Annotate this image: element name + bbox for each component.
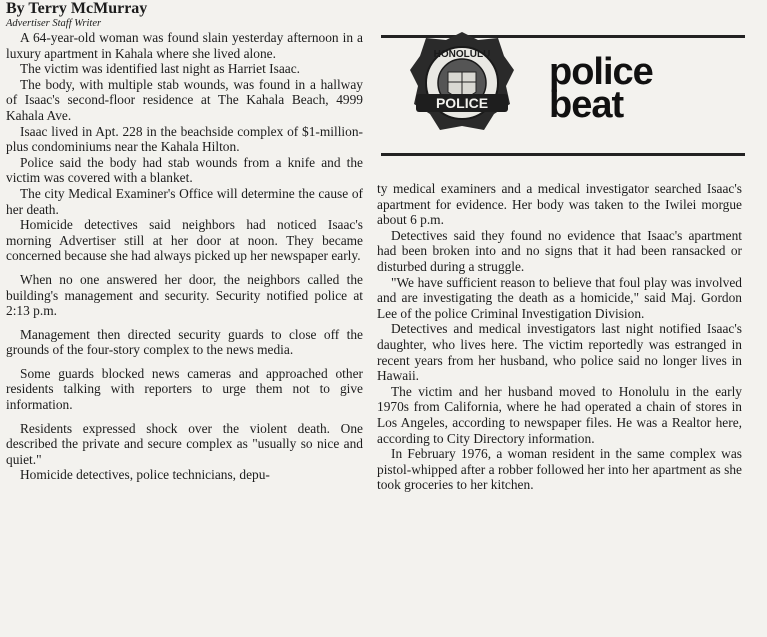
column-title (549, 51, 653, 126)
article-paragraph: Homicide detectives said neighbors had noticed Isaac's morning Advertiser still at her door at noon. They became concerned because she had always picked up her newspaper early. (6, 217, 363, 264)
article-paragraph: The body, with multiple stab wounds, was found in a hallway of Isaac's second-floor residence at The Kahala Beach, 4999 Kahala Ave. (6, 76, 363, 123)
article-paragraph: Police said the body had stab wounds from a knife and the victim was covered with a blanket. (6, 154, 363, 186)
article-paragraph: Residents expressed shock over the violent death. One described the private and secure complex as "usually so nice and quiet." (6, 420, 363, 467)
article-right-column (377, 181, 742, 493)
badge-top-text: HONOLULU (433, 49, 491, 60)
badge-bottom-text: POLICE (435, 95, 489, 111)
article-paragraph: Isaac lived in Apt. 228 in the beachside complex of $1-million-plus condominiums near the Kahala Hilton. (6, 123, 363, 155)
honolulu-police-badge-icon (406, 28, 518, 138)
article-paragraph: When no one answered her door, the neighbors called the building's management and security. Security notified police at 2:13 p.m. (6, 271, 363, 319)
article-paragraph: Detectives and medical investigators last night notified Isaac's daughter, who lives here. The victim reportedly was estranged in recent years from her husband, who police said no longer lives in Hawaii. (377, 321, 742, 384)
article-paragraph: The victim was identified last night as Harriet Isaac. (20, 61, 300, 77)
article-left-column (6, 0, 363, 483)
byline-title: Advertiser Staff Writer (6, 18, 102, 29)
byline-author: By Terry McMurray (6, 0, 148, 17)
article-paragraph: In February 1976, a woman resident in the same complex was pistol-whipped after a robber followed her into her apartment as she took groceries to her kitchen. (377, 446, 742, 493)
header-bottom-rule (381, 153, 745, 156)
article-paragraph: A 64-year-old woman was found slain yesterday afternoon in a luxury apartment in Kahala where she lived alone. (6, 30, 363, 61)
article-paragraph: Some guards blocked news cameras and approached other residents talking with reporters to urge them not to give information. (6, 365, 363, 413)
column-title-line2: beat (549, 84, 624, 126)
article-paragraph: The city Medical Examiner's Office will determine the cause of her death. (6, 185, 363, 217)
article-paragraph: Detectives said they found no evidence that Isaac's apartment had been broken into and no signs that it had been ransacked or disturbed during a struggle. (377, 227, 742, 274)
column-title-line1: police (549, 51, 653, 93)
article-paragraph: Homicide detectives, police technicians, depu- (20, 467, 270, 483)
article-paragraph: ty medical examiners and a medical investigator searched Isaac's apartment for evidence. Her body was taken to the Iwilei morgue about 6 p.m. (377, 181, 742, 228)
police-beat-header (381, 26, 745, 161)
article-paragraph: Management then directed security guards to close off the grounds of the four-story complex to the news media. (6, 326, 363, 358)
article-paragraph: The victim and her husband moved to Honolulu in the early 1970s from California, where he had operated a chain of stores in Los Angeles, according to newspaper files. He was a Realtor here, according to City Directory information. (377, 383, 742, 446)
article-paragraph: "We have sufficient reason to believe that foul play was involved and are investigating the death as a homicide," said Maj. Gordon Lee of the police Criminal Investigation Division. (377, 274, 742, 321)
